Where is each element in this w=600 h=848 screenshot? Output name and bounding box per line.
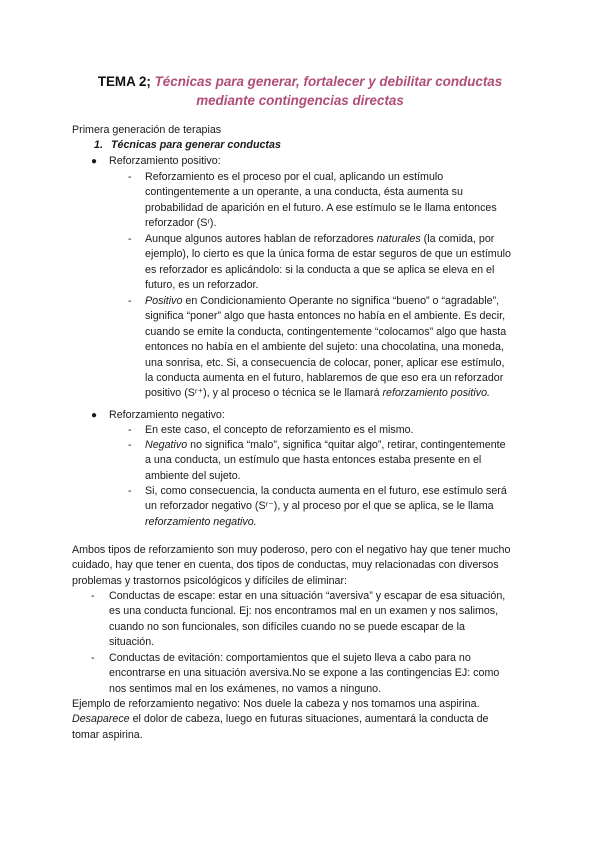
- section1-heading: Técnicas para generar conductas: [111, 139, 281, 151]
- text-line: contingentemente a un operante, a una conducta, ésta aumenta su: [145, 186, 463, 199]
- negative-item-1: En este caso, el concepto de reforzamiento es el mismo.: [145, 424, 414, 436]
- negative-label: Reforzamiento negativo:: [109, 409, 225, 421]
- title-tema: TEMA 2;: [97, 74, 151, 89]
- negative-item-2: [145, 438, 527, 484]
- title-subtitle-line1: Técnicas para generar, fortalecer y debilitar conductas: [154, 74, 503, 89]
- intro-text: Primera generación de terapias: [72, 124, 222, 136]
- document-title: [60, 73, 540, 110]
- text-line: significa “poner” algo que hasta entonces no había en el ambiente. Es decir,: [145, 310, 506, 323]
- text-line: situación.: [109, 636, 155, 649]
- dash-marker: -: [128, 424, 132, 436]
- dash-marker: -: [128, 439, 132, 451]
- text-line: problemas y trastornos psicológicos y difíciles de eliminar:: [72, 574, 348, 587]
- text-italic: reforzamiento positivo.: [382, 387, 491, 400]
- text-line: [145, 515, 527, 530]
- text-italic: naturales: [376, 233, 421, 245]
- text-line: futuro, es un reforzador.: [145, 279, 259, 292]
- text-line: [145, 386, 527, 401]
- text-line: cuidado, hay que tener en cuenta, dos tipos de conductas, muy relacionadas con diversos: [72, 559, 499, 572]
- positive-item-3: [145, 294, 527, 402]
- text-span: el dolor de cabeza, luego en futuras situaciones, aumentará la conducta de: [129, 713, 489, 726]
- text-line: reforzador (Sʳ).: [145, 217, 217, 230]
- avoidance-conduct-item: [109, 651, 534, 697]
- text-line: Conductas de escape: estar en una situación “aversiva” y escapar de esa situación,: [109, 590, 506, 602]
- positive-item-2: [145, 232, 515, 294]
- text-line: nos sentimos mal en los exámenes, no vamos a ninguno.: [109, 682, 382, 695]
- dash-marker: -: [128, 295, 132, 307]
- text-span: positivo (Sʳ⁺), y al proceso o técnica se le llamará: [145, 387, 383, 400]
- title-subtitle-line2: mediante contingencias directas: [196, 92, 404, 108]
- dash-marker: -: [91, 590, 95, 602]
- text-italic: Negativo: [145, 439, 188, 451]
- text-line: Conductas de evitación: comportamientos que el sujeto lleva a cabo para no: [109, 652, 471, 664]
- text-italic: Positivo: [145, 295, 183, 307]
- negative-item-3: [145, 484, 527, 530]
- section1-number: 1.: [94, 139, 103, 151]
- bullet-dot: ●: [91, 156, 98, 167]
- text-span: en Condicionamiento Operante no significa “bueno” o “agradable”,: [182, 295, 500, 307]
- positive-label: Reforzamiento positivo:: [109, 155, 221, 167]
- dash-marker: -: [128, 485, 132, 497]
- text-line: es reforzador es aplicándolo: si la conducta a que se aplica se eleva en el: [145, 263, 495, 276]
- text-line: una sonrisa, etc. Si, a consecuencia de colocar, poner, aplicar ese estímulo,: [145, 356, 505, 369]
- text-line: Si, como consecuencia, la conducta aumenta en el futuro, ese estímulo será: [145, 485, 507, 497]
- text-span: Aunque algunos autores hablan de reforzadores: [145, 233, 377, 245]
- escape-conduct-item: [109, 589, 534, 651]
- text-span: (la comida, por: [420, 233, 495, 245]
- text-line: [72, 712, 532, 727]
- text-line: cuando no son funcionales, son difíciles cuando no se puede escapar de la: [109, 620, 465, 633]
- text-line: cuando se emite la conducta, contingentemente “colocamos” algo que hasta: [145, 325, 507, 338]
- dash-marker: -: [128, 171, 132, 183]
- text-line: [145, 232, 515, 247]
- text-line: probabilidad de aparición en el futuro. A ese estímulo se le llama entonces: [145, 201, 497, 214]
- text-line: a una conducta, un estímulo que hasta entonces estaba presente en el: [145, 454, 482, 467]
- text-line: tomar aspirina.: [72, 728, 143, 741]
- text-span: no significa “malo”, significa “quitar algo”, retirar, contingentemente: [187, 439, 506, 451]
- text-line: [145, 294, 527, 309]
- text-line: [145, 438, 527, 453]
- text-italic: reforzamiento negativo.: [145, 515, 257, 528]
- text-line: ambiente del sujeto.: [145, 469, 241, 482]
- text-line: Reforzamiento es el proceso por el cual, aplicando un estímulo: [145, 171, 444, 183]
- dash-marker: -: [128, 233, 132, 245]
- text-line: Ejemplo de reforzamiento negativo: Nos duele la cabeza y nos tomamos una aspirina.: [72, 698, 480, 710]
- text-line: entonces no había en el ambiente del sujeto: una chocolatina, una moneda,: [145, 341, 504, 354]
- example-paragraph: [72, 697, 532, 743]
- text-line: Ambos tipos de reforzamiento son muy poderoso, pero con el negativo hay que tener mucho: [72, 544, 511, 556]
- text-line: es una conducta funcional. Ej: nos encontramos mal en un examen y nos salimos,: [109, 605, 499, 618]
- text-italic: Desaparece: [72, 713, 130, 726]
- text-line: la conducta aumenta en el futuro, hablaremos de que eso era un reforzador: [145, 372, 504, 385]
- dash-marker: -: [91, 652, 95, 664]
- text-line: encontrarse en una situación aversiva.No se expone a las contingencias EJ: como: [109, 667, 500, 680]
- both-types-paragraph: [72, 543, 532, 589]
- positive-item-1: [145, 170, 515, 232]
- text-line: un reforzador negativo (Sʳ⁻), y al proceso por el que se aplica, se le llama: [145, 500, 494, 513]
- bullet-dot: ●: [91, 410, 98, 421]
- text-line: ejemplo), lo cierto es que la única forma de estar seguros de que un estímulo: [145, 248, 511, 261]
